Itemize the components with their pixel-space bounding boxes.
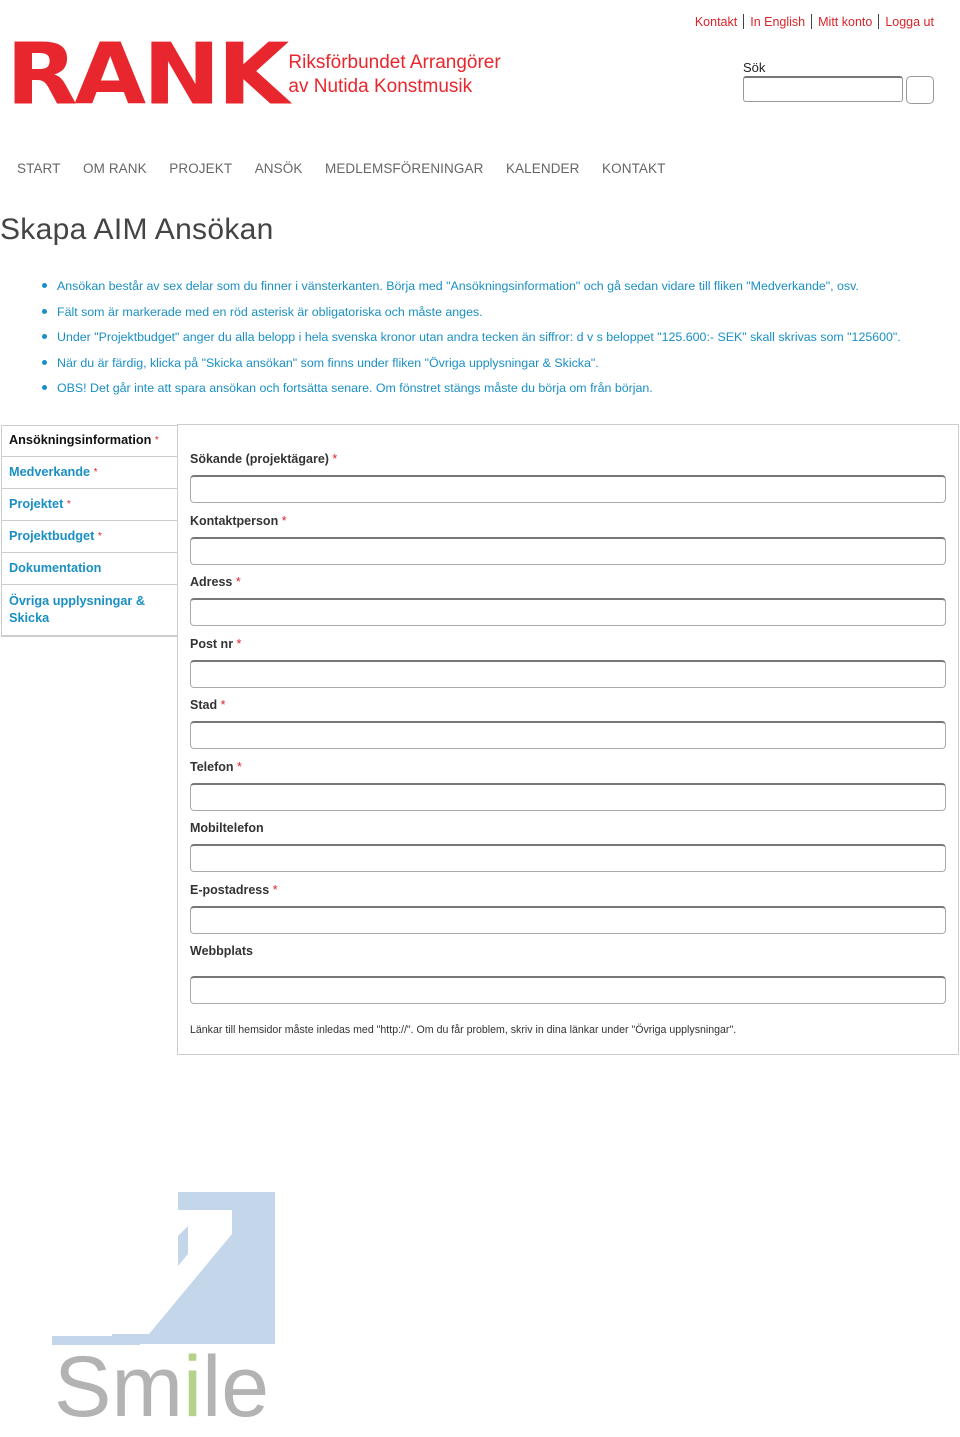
form-section-tabs (1, 425, 178, 637)
field-label: Telefon * (190, 760, 242, 774)
required-asterisk: * (93, 467, 98, 478)
post-nr-input[interactable] (190, 660, 946, 688)
smile-watermark-logo (52, 1192, 277, 1434)
field-post-nr (190, 637, 946, 688)
top-links (695, 14, 934, 29)
nav-kalender[interactable]: KALENDER (505, 161, 580, 176)
field-webbplats (190, 944, 946, 1004)
instruction-item: Ansökan består av sex delar som du finner i vänsterkanten. Börja med "Ansökningsinformation" och gå sedan vidare till fliken "Medverkande", osv. (40, 276, 901, 302)
sokande-input[interactable] (190, 475, 946, 503)
tab-label: Projektbudget (9, 529, 95, 543)
logo-subtitle-line2: av Nutida Konstmusik (288, 76, 473, 97)
page-title: Skapa AIM Ansökan (0, 213, 274, 246)
field-label: Sökande (projektägare) * (190, 452, 338, 466)
site-logo[interactable] (6, 26, 501, 124)
kontaktperson-input[interactable] (190, 537, 946, 565)
instruction-item: OBS! Det går inte att spara ansökan och fortsätta senare. Om fönstret stängs måste du börja om från början. (40, 378, 901, 404)
field-label: Adress * (190, 575, 241, 589)
field-sokande (190, 452, 946, 503)
required-asterisk: * (154, 435, 159, 446)
instruction-item: När du är färdig, klicka på "Skicka ansökan" som finns under fliken "Övriga upplysningar & Skicka". (40, 353, 901, 379)
tab-label: Övriga upplysningar & Skicka (9, 594, 146, 625)
required-asterisk: * (97, 531, 102, 542)
tab-label: Ansökningsinformation (9, 433, 152, 447)
adress-input[interactable] (190, 598, 946, 626)
search-input[interactable] (743, 76, 903, 102)
smile-wordmark: Smile (54, 1339, 270, 1435)
webbplats-hint: Länkar till hemsidor måste inledas med "http://". Om du får problem, skriv in dina länkar under "Övriga upplysningar". (190, 1024, 737, 1036)
field-adress (190, 575, 946, 626)
tab-projektet[interactable] (2, 489, 178, 521)
field-label: Post nr * (190, 637, 242, 651)
tab-medverkande[interactable] (2, 457, 178, 489)
field-e-postadress (190, 883, 946, 934)
nav-kontakt[interactable]: KONTAKT (602, 161, 666, 176)
divider (743, 14, 744, 29)
field-label: Kontaktperson * (190, 514, 287, 528)
divider (811, 14, 812, 29)
tab-label: Projektet (9, 497, 64, 511)
nav-start[interactable]: START (17, 161, 61, 176)
instruction-item: Under "Projektbudget" anger du alla belopp i hela svenska kronor utan andra tecken än siffror: d v s beloppet "125.600:- SEK" skall skrivas som "125600". (40, 327, 901, 353)
nav-om-rank[interactable]: OM RANK (83, 161, 147, 176)
link-kontakt[interactable]: Kontakt (694, 14, 738, 29)
logo-subtitle (288, 51, 500, 99)
tab-label: Dokumentation (9, 561, 102, 575)
tab-ansokningsinformation[interactable] (2, 426, 178, 457)
link-in-english[interactable]: In English (750, 14, 806, 29)
main-nav (17, 161, 688, 176)
divider (878, 14, 879, 29)
field-telefon (190, 760, 946, 811)
search-label: Sök (743, 60, 766, 75)
field-label: E-postadress * (190, 883, 278, 897)
applicant-form (177, 424, 959, 1055)
field-kontaktperson (190, 514, 946, 565)
field-mobiltelefon (190, 821, 946, 872)
field-label: Stad * (190, 698, 226, 712)
instruction-item: Fält som är markerade med en röd asterisk är obligatoriska och måste anges. (40, 302, 901, 328)
nav-projekt[interactable]: PROJEKT (169, 161, 233, 176)
required-asterisk: * (66, 499, 71, 510)
field-label: Webbplats (190, 944, 253, 958)
stad-input[interactable] (190, 721, 946, 749)
instruction-list (40, 276, 901, 404)
mobiltelefon-input[interactable] (190, 844, 946, 872)
link-logga-ut[interactable]: Logga ut (885, 14, 934, 29)
logo-subtitle-line1: Riksförbundet Arrangörer (288, 52, 501, 73)
smile-mark-graphic (52, 1192, 277, 1352)
nav-ansok[interactable]: ANSÖK (254, 161, 303, 176)
webbplats-input[interactable] (190, 976, 946, 1004)
e-postadress-input[interactable] (190, 906, 946, 934)
search-button[interactable] (906, 76, 934, 104)
tab-dokumentation[interactable] (2, 553, 178, 585)
field-label: Mobiltelefon (190, 821, 264, 835)
tab-ovriga-upplysningar[interactable] (2, 585, 178, 636)
nav-medlemsforeningar[interactable]: MEDLEMSFÖRENINGAR (324, 161, 484, 176)
field-stad (190, 698, 946, 749)
tab-projektbudget[interactable] (2, 521, 178, 553)
tab-label: Medverkande (9, 465, 91, 479)
link-mitt-konto[interactable]: Mitt konto (818, 14, 873, 29)
logo-mark: RANK (6, 26, 287, 124)
telefon-input[interactable] (190, 783, 946, 811)
